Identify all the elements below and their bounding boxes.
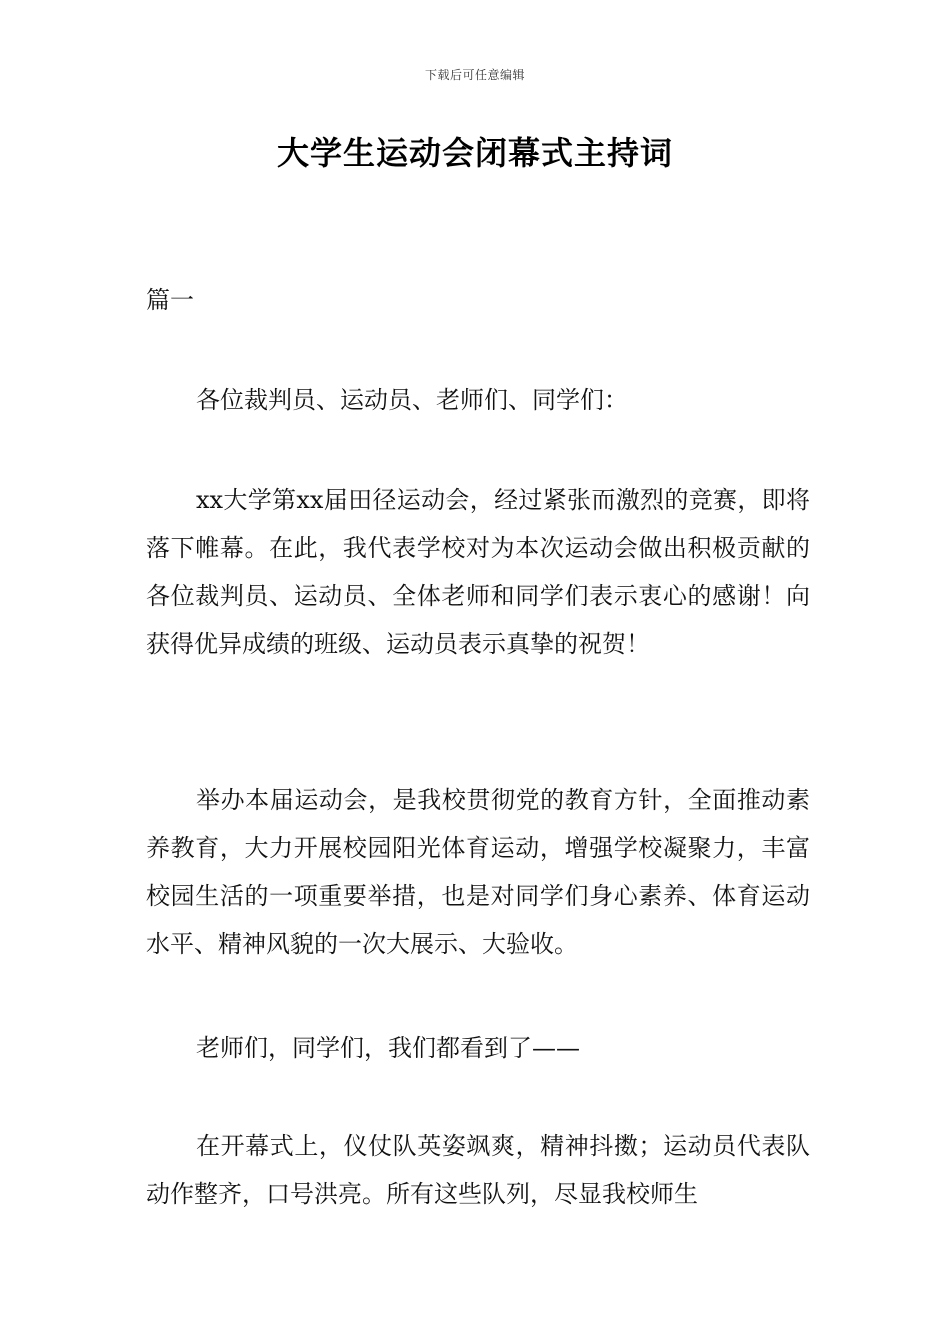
paragraph-opening-ceremony: 在开幕式上，仪仗队英姿飒爽，精神抖擞；运动员代表队动作整齐，口号洪亮。所有这些队列，尽显我校师生 xyxy=(146,1132,810,1208)
paragraph-greeting: 各位裁判员、运动员、老师们、同学们： xyxy=(196,386,628,414)
header-note: 下载后可任意编辑 xyxy=(424,68,525,82)
section-label: 篇一 xyxy=(146,286,194,314)
page-title: 大学生运动会闭幕式主持词 xyxy=(276,134,673,172)
paragraph-purpose: 举办本届运动会，是我校贯彻党的教育方针，全面推动素养教育，大力开展校园阳光体育运动，增强学校凝聚力，丰富校园生活的一项重要举措，也是对同学们身心素养、体育运动水平、精神风貌的一次大展示、大验收。 xyxy=(146,786,810,958)
paragraph-transition: 老师们，同学们，我们都看到了—— xyxy=(196,1034,580,1062)
paragraph-intro: xx大学第xx届田径运动会，经过紧张而激烈的竞赛，即将落下帷幕。在此，我代表学校对为本次运动会做出积极贡献的各位裁判员、运动员、全体老师和同学们表示衷心的感谢！向获得优异成绩的班级、运动员表示真挚的祝贺！ xyxy=(146,486,810,658)
